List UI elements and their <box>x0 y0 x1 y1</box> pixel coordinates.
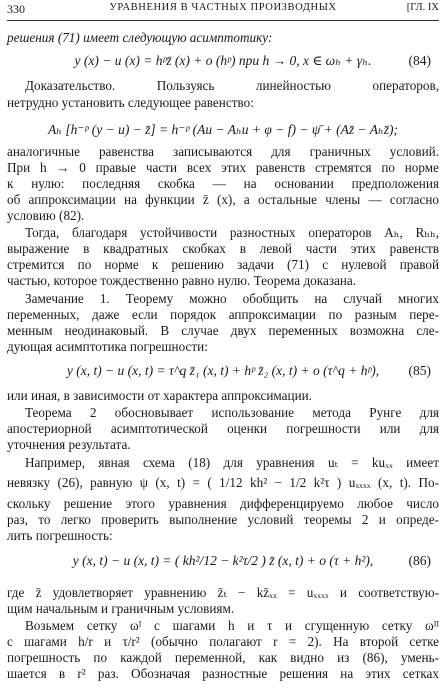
text-line: или иная, в зависимости от характера аппроксимации. <box>7 388 312 403</box>
text-line: к нулю: последняя скобка — на основании предположения <box>7 176 439 191</box>
text-line: раз, то легко проверить выполнение условий теоремы 2 и опреде- <box>7 512 439 527</box>
page-number: 330 <box>7 2 25 16</box>
text-line: Тогда, благодаря устойчивости разностных операторов Aₕ, Rₕₕ, <box>25 225 439 240</box>
equation-body: Aₕ [h⁻ᵖ (y − u) − z̄] = h⁻ᵖ (Au − Aₕu + φ − f) − ψ̄ + (Az̄ − Aₕz̄); <box>47 122 399 137</box>
text-line: где z̄ удовлетворяет уравнению z̄ₜ − kz̄ₓₓ = uₓₓₓₓ и соответствую- <box>7 585 439 600</box>
text-line: частью, которое тождественно равно нулю. Теорема доказана. <box>7 273 357 288</box>
running-title: УРАВНЕНИЯ В ЧАСТНЫХ ПРОИЗВОДНЫХ <box>109 2 337 13</box>
equation-body: y (x, t) − u (x, t) = τ^q z̄₁ (x, t) + hᵖ z̄₂ (x, t) + o (τ^q + hᵖ), <box>66 363 380 378</box>
text-line: шается в r² раз. Обозначая разностные решения на этих сетках <box>7 666 439 681</box>
header-rule <box>7 20 439 21</box>
text-line: менным неодинаковый. В случае двух переменных возможна сле- <box>7 323 439 338</box>
text-line: уточнения результата. <box>7 437 131 452</box>
text-line: Замечание 1. Теорему можно обобщить на случай многих <box>25 291 439 306</box>
text-line: лить погрешность: <box>7 528 113 543</box>
text-line: переменных, даже если порядок аппроксимации по разным пере- <box>7 307 439 322</box>
text-line: нетрудно установить следующее равенство: <box>7 95 254 110</box>
text-line: с шагами h/r и τ/r² (обычно полагают r = 2). На второй сетке <box>7 634 439 649</box>
text-line: погрешность по каждой переменной, как видно из (86), умень- <box>7 650 439 665</box>
text-line: щим начальным и граничным условиям. <box>7 601 235 616</box>
text-line: дующая асимптотика погрешности: <box>7 339 208 354</box>
text-line: условию (82). <box>7 208 85 223</box>
running-header <box>7 2 439 20</box>
text-line: об аппроксимации на функции z̄ (x), а остальные члены — согласно <box>7 192 439 207</box>
text-line: скольку решение этого уравнения дифференцируемо любое число <box>7 496 439 511</box>
text-line: Возьмем сетку ωᴵ с шагами h и τ и сгущенную сетку ωᴵᴵ <box>25 618 439 633</box>
equation-body: y (x, t) − u (x, t) = ( kh²/12 − k²τ/2 ) z̄ (x, t) + o (τ + h²), <box>72 553 374 568</box>
text-line: При h → 0 правые части всех этих равенств стремятся по норме <box>7 160 439 175</box>
text-line: выражение в квадратных скобках в левой части этих равенств <box>7 241 439 256</box>
equation-number: (85) <box>408 363 431 378</box>
text-line: стремится по норме к решению задачи (71) с нулевой правой <box>7 257 439 272</box>
text-line: невязку (26), равную ψ (x, t) = ( 1/12 kh² − 1/2 k²τ ) uₓₓₓₓ (x, t). По- <box>7 475 439 490</box>
equation-number: (86) <box>408 553 431 568</box>
chapter-label: [ГЛ. IX <box>406 2 439 13</box>
text-line: апостериорной асимптотической оценки погрешности или для <box>7 421 439 436</box>
text-line: аналогичные равенства записываются для граничных условий. <box>7 144 439 159</box>
text-line: решения (71) имеет следующую асимптотику: <box>7 30 273 45</box>
text-line: Доказательство. Пользуясь линейностью операторов, <box>25 78 439 93</box>
text-line: Например, явная схема (18) для уравнения uₜ = kuₓₓ имеет <box>25 455 439 470</box>
text-line: Теорема 2 обосновывает использование метода Рунге для <box>25 405 439 420</box>
equation-number: (84) <box>408 53 431 68</box>
equation-body: y (x) − u (x) = hᵖz̄ (x) + o (hᵖ) при h → 0, x ∈ ωₕ + γₕ. <box>74 53 372 68</box>
